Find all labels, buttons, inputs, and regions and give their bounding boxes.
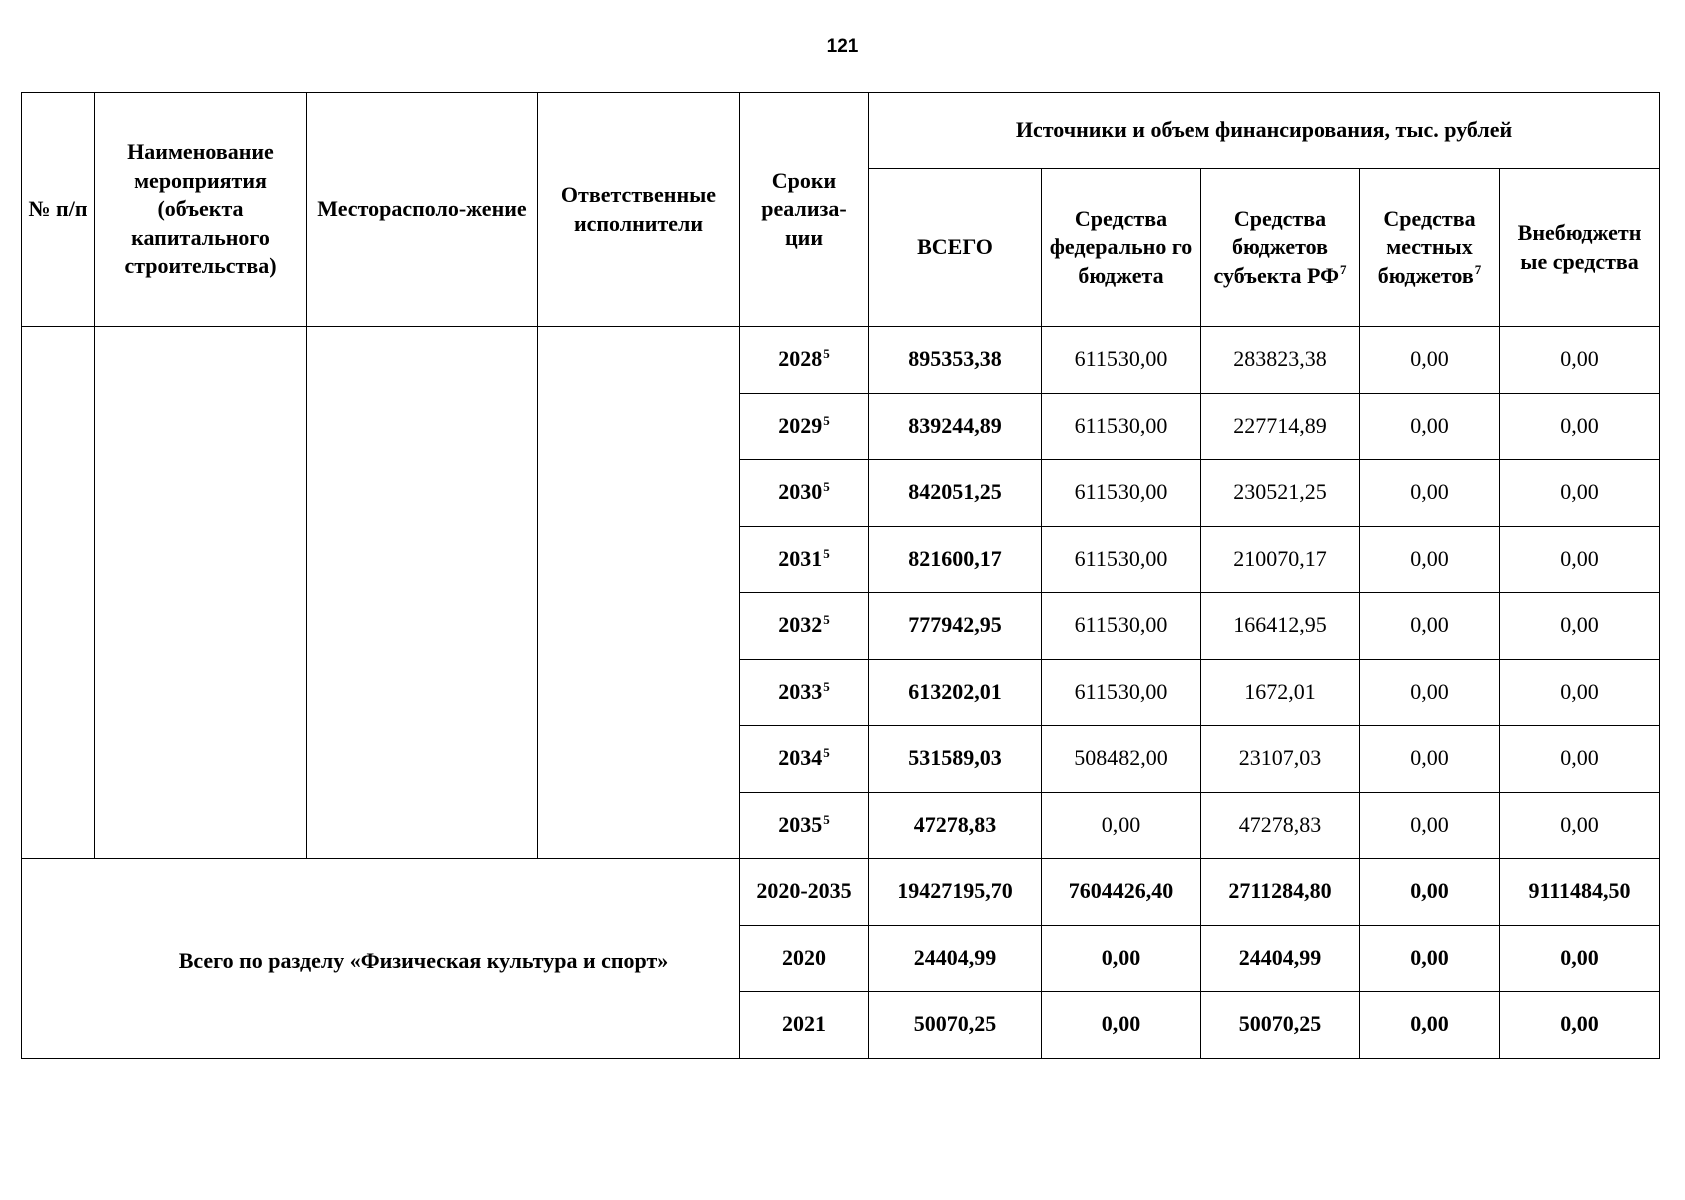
total-cell: 613202,01 [869,659,1042,726]
year-value: 2031 [778,545,823,571]
header-financing-group: Источники и объем финансирования, тыс. рублей [869,93,1660,169]
year-footnote: 5 [823,479,830,495]
total-cell: 50070,25 [869,992,1042,1059]
total-cell: 842051,25 [869,460,1042,527]
num-cell [22,327,95,859]
federal-cell: 508482,00 [1042,726,1201,793]
extra-cell: 0,00 [1500,593,1660,660]
regional-cell: 210070,17 [1201,526,1360,593]
year-footnote: 5 [823,545,830,561]
year-footnote: 5 [823,346,830,362]
total-cell: 47278,83 [869,792,1042,859]
page-number: 121 [826,36,859,57]
federal-cell: 611530,00 [1042,460,1201,527]
federal-cell: 611530,00 [1042,593,1201,660]
year-cell [740,792,869,859]
total-cell: 24404,99 [869,925,1042,992]
year-value: 2033 [778,678,823,704]
section-total-row [22,859,1660,926]
header-name: Наименование мероприятия (объекта капитального строительства) [95,93,307,327]
extra-cell: 0,00 [1500,925,1660,992]
federal-cell: 611530,00 [1042,327,1201,394]
regional-cell: 23107,03 [1201,726,1360,793]
header-local [1360,169,1500,327]
year-cell [740,393,869,460]
regional-cell: 50070,25 [1201,992,1360,1059]
regional-cell: 24404,99 [1201,925,1360,992]
federal-cell: 611530,00 [1042,659,1201,726]
regional-cell: 230521,25 [1201,460,1360,527]
federal-cell: 611530,00 [1042,393,1201,460]
total-cell: 777942,95 [869,593,1042,660]
year-footnote: 5 [823,678,830,694]
year-value: 2035 [778,811,823,837]
header-num: № п/п [22,93,95,327]
header-local-text: Средства местных бюджетов [1377,205,1476,288]
regional-cell: 2711284,80 [1201,859,1360,926]
local-cell: 0,00 [1360,859,1500,926]
year-cell [740,526,869,593]
year-footnote: 5 [823,745,830,761]
local-cell: 0,00 [1360,460,1500,527]
location-cell [307,327,538,859]
extra-cell: 0,00 [1500,526,1660,593]
extra-cell: 0,00 [1500,792,1660,859]
extra-cell: 0,00 [1500,659,1660,726]
year-cell [740,593,869,660]
year-cell: 2020 [740,925,869,992]
year-value: 2029 [778,412,823,438]
local-cell: 0,00 [1360,925,1500,992]
year-footnote: 5 [823,412,830,428]
federal-cell: 611530,00 [1042,526,1201,593]
regional-cell: 1672,01 [1201,659,1360,726]
year-cell [740,460,869,527]
local-cell: 0,00 [1360,526,1500,593]
local-cell: 0,00 [1360,792,1500,859]
section-total-label: Всего по разделу «Физическая культура и спорт» [22,859,740,1059]
responsible-cell [538,327,740,859]
year-cell: 2021 [740,992,869,1059]
year-value: 2028 [778,346,823,372]
header-regional [1201,169,1360,327]
total-cell: 821600,17 [869,526,1042,593]
extra-cell: 0,00 [1500,393,1660,460]
year-cell [740,726,869,793]
regional-cell: 166412,95 [1201,593,1360,660]
federal-cell: 7604426,40 [1042,859,1201,926]
local-cell: 0,00 [1360,659,1500,726]
header-responsible: Ответственные исполнители [538,93,740,327]
header-total: ВСЕГО [869,169,1042,327]
federal-cell: 0,00 [1042,792,1201,859]
header-extrabudget: Внебюджетн ые средства [1500,169,1660,327]
header-period: Сроки реализа-ции [740,93,869,327]
regional-cell: 227714,89 [1201,393,1360,460]
regional-cell: 283823,38 [1201,327,1360,394]
extra-cell: 0,00 [1500,327,1660,394]
header-federal: Средства федерально го бюджета [1042,169,1201,327]
extra-cell: 0,00 [1500,992,1660,1059]
federal-cell: 0,00 [1042,925,1201,992]
local-cell: 0,00 [1360,992,1500,1059]
total-cell: 19427195,70 [869,859,1042,926]
total-cell: 839244,89 [869,393,1042,460]
year-value: 2032 [778,612,823,638]
extra-cell: 9111484,50 [1500,859,1660,926]
year-cell: 2020-2035 [740,859,869,926]
financing-table [21,92,1660,1059]
total-cell: 895353,38 [869,327,1042,394]
year-footnote: 5 [823,811,830,827]
year-cell [740,659,869,726]
local-cell: 0,00 [1360,393,1500,460]
regional-cell: 47278,83 [1201,792,1360,859]
local-cell: 0,00 [1360,726,1500,793]
local-cell: 0,00 [1360,327,1500,394]
year-value: 2030 [778,479,823,505]
table-row [22,327,1660,394]
year-value: 2034 [778,745,823,771]
year-cell [740,327,869,394]
extra-cell: 0,00 [1500,726,1660,793]
name-cell [95,327,307,859]
year-footnote: 5 [823,612,830,628]
extra-cell: 0,00 [1500,460,1660,527]
total-cell: 531589,03 [869,726,1042,793]
federal-cell: 0,00 [1042,992,1201,1059]
header-location: Месторасполо-жение [307,93,538,327]
header-regional-footnote: 7 [1339,262,1347,278]
header-regional-text: Средства бюджетов субъекта РФ [1213,205,1339,288]
header-local-footnote: 7 [1474,262,1482,278]
local-cell: 0,00 [1360,593,1500,660]
